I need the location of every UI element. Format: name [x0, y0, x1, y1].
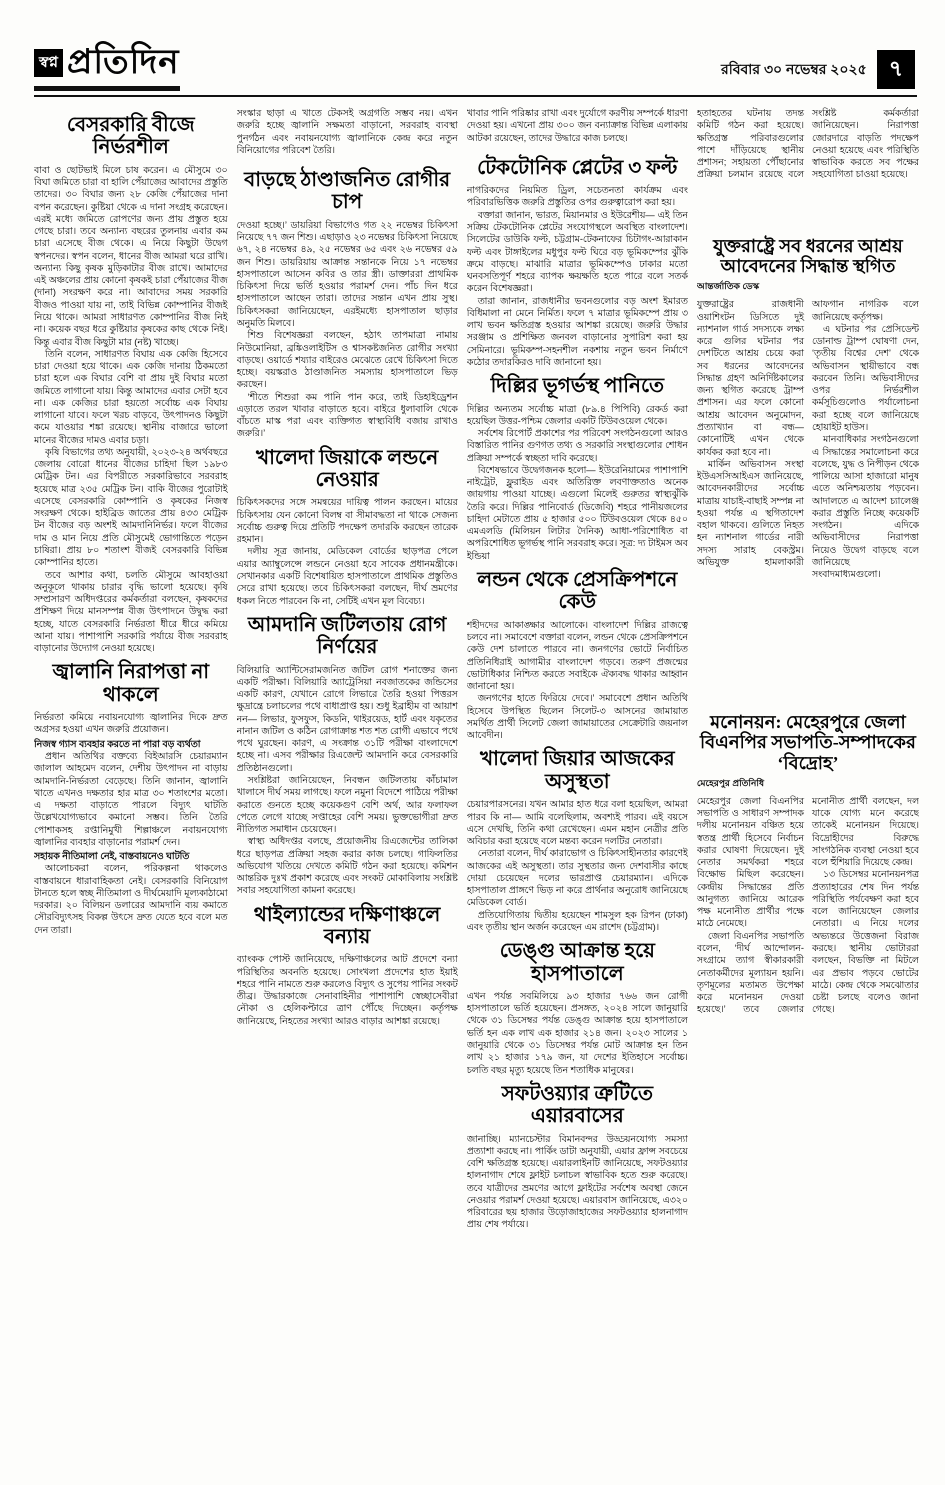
headline-thailand-flood: থাইল্যান্ডের দক্ষিণাঞ্চলে বন্যায়: [253, 903, 441, 949]
article-khaleda-london: [237, 440, 458, 607]
masthead-logo-box: স্বপ্ন: [34, 49, 63, 77]
paragraph: যুক্তরাষ্ট্রের রাজধানী ওয়াশিংটন ডিসিতে দুই ন্যাশনাল গার্ড সদস্যকে লক্ষ্য করে গুলির ঘটনার পর দেশটিতে আশ্রয় চেয়ে করা সব ধরনের আবেদনের সিদ্ধান্ত গ্রহণ অনির্দিষ্টকালের জন্য স্থগিত করেছে ট্রাম্প প্রশাসন। এর ফলে কোনো আশ্রয় আবেদন অনুমোদন, প্রত্যাখ্যান বা বন্ধ— কোনোটিই এখন থেকে কার্যকর করা হবে না।: [696, 299, 804, 457]
paragraph: দেওয়া হচ্ছে।’ ডায়রিয়া বিভাগেও গত ২২ নভেম্বর চিকিৎসা নিয়েছে ৭৭ জন শিশু। এছাড়াও ২৩ নভেম্বর চিকিৎসা নিয়েছে ৬৭, ২৪ নভেম্বর ৪৯, ২৫ নভেম্বর ৬৫ এবং ২৬ নভেম্বর ৫৯ জন শিশু। ডায়রিয়ায় আক্রান্ত সন্তানকে নিয়ে ১৭ নভেম্বর হাসপাতালে আসেন কবির ও তার স্ত্রী। ডাক্তাররা প্রাথমিক চিকিৎসা দিয়ে ভর্তি হওয়ার পরামর্শ দেন। পাঁচ দিন ধরে হাসপাতালে আছেন তারা। তাদের সন্তান এখন প্রায় সুস্থ। চিকিৎসকরা জানিয়েছেন, এরইমধ্যে হাসপাতাল ছাড়ার অনুমতি মিলবে।: [236, 219, 458, 328]
article-tectonic: [467, 150, 688, 368]
article-khaleda-illness: [467, 741, 688, 933]
paragraph: নাগরিকদের নিয়মিত ড্রিল, সচেতনতা কার্যক্রম এবং পরিবারভিত্তিক জরুরি প্রস্তুতির ওপর গুরুত্বারোপ করা হয়।: [466, 185, 688, 208]
headline-london-prescription: লন্ডন থেকে প্রেসক্রিপশনে কেউ: [477, 569, 678, 614]
article-delhi-water: [467, 368, 688, 562]
article-thailand-flood: [237, 897, 458, 1027]
paragraph: তিনি বলেন, সাধারণত বিঘায় এক কেজি হিসেবে চারা দেওয়া হয়ে থাকে। এক কেজি দানায় ঠিকমতো চারা হলে এক বিঘার বেশি বা প্রায় দুই বিঘার মতো জমিতে লাগানো যায়। কিন্তু আমাদের এবার সেটা হবে না। এক কেজির চারা হয়তো সর্বোচ্চ এক বিঘায় লাগানো যাবে। ফলে খরচ বাড়বে, উৎপাদনও কিছুটা কমে যাওয়ার শঙ্কা রয়েছে। স্থানীয় বাজারে ভালো মানের বীজের দামও এবার চড়া।: [34, 348, 228, 445]
headline-tectonic: টেকটোনিক প্লেটের ৩ ফল্ট: [477, 156, 678, 179]
headline-khaleda-london: খালেদা জিয়াকে লন্ডনে নেওয়ার: [255, 446, 439, 492]
paragraph: মেহেরপুর জেলা বিএনপির সভাপতি ও সাধারণ সম্পাদক দলীয় মনোনয়ন বঞ্চিত হয়ে স্বতন্ত্র প্রার্থী হিসেবে নির্বাচন করার ঘোষণা দিয়েছেন। দুই নেতার সমর্থকরা শহরে বিক্ষোভ মিছিল করেছেন। কেন্দ্রীয় সিদ্ধান্তের প্রতি আনুগত্য জানিয়ে আরেক পক্ষ মনোনীত প্রার্থীর পক্ষে মাঠে নেমেছে।: [696, 795, 804, 929]
paragraph: নেতারা বলেন, দীর্ঘ কারাভোগ ও চিকিৎসাহীনতার কারণেই আজকের এই অসুস্থতা। তার সুস্থতার জন্য দেশবাসীর কাছে দোয়া চেয়েছেন দলের ভারপ্রাপ্ত চেয়ারম্যান। এদিকে হাসপাতাল প্রাঙ্গণে ভিড় না করে প্রার্থনার অনুরোধ জানিয়েছে মেডিকেল বোর্ড।: [466, 848, 688, 908]
paragraph: তারা জানান, রাজধানীর ভবনগুলোর বড় অংশ ইমারত বিধিমালা না মেনে নির্মিত। ফলে ৭ মাত্রার ভূমিকম্পে প্রায় ৩ লাখ ভবন ক্ষতিগ্রস্ত হওয়ার আশঙ্কা রয়েছে। জরুরি উদ্ধার সরঞ্জাম ও প্রশিক্ষিত জনবল বাড়ানোর সুপারিশ করা হয় সেমিনারে। ভূমিকম্প-সহনশীল নকশায় নতুন ভবন নির্মাণে কঠোর তদারকিরও দাবি জানানো হয়।: [466, 295, 688, 367]
continuation-text: সংস্কার ছাড়া এ খাতে টেকসই অগ্রগতি সম্ভব নয়। এখন জরুরি হচ্ছে জ্বালানি সক্ষমতা বাড়ানো, সরবরাহ ব্যবস্থা পুনর্গঠন এবং নবায়নযোগ্য জ্বালানিকে কেন্দ্র করে নতুন বিনিয়োগের পরিবেশ তৈরি।: [236, 108, 458, 155]
continuation-text: খাবার পানি পরিষ্কার রাখা এবং দুর্যোগে করণীয় সম্পর্কে ধারণা দেওয়া হয়। এখনো প্রায় ৩০০ জন বন্যাক্রান্ত বিভিন্ন এলাকায় আটকা রয়েছেন, তাদের উদ্ধারে কাজ চলছে।: [466, 108, 688, 143]
page-header: [0, 0, 945, 91]
byline-meherpur-bnp: মেহেরপুর প্রতিনিধি: [696, 777, 764, 788]
paragraph: এখন পর্যন্ত সবমিলিয়ে ৯৩ হাজার ৭৬৬ জন রোগী হাসপাতালে ভর্তি হয়েছেন। প্রসঙ্গত, ২০২৪ সালে জানুয়ারি থেকে ৩১ ডিসেম্বর পর্যন্ত ডেঙ্গু আক্রান্ত হয়ে হাসপাতালে ভর্তি হন এক লাখ এক হাজার ২১৪ জন। ২০২৩ সালের ১ জানুয়ারি থেকে ৩১ ডিসেম্বর পর্যন্ত মোট আক্রান্ত হন তিন লাখ ২১ হাজার ১৭৯ জন, যা দেশের ইতিহাসে সর্বোচ্চ। চলতি বছর মৃত্যু হয়েছে তিন শতাধিক মানুষের।: [466, 990, 688, 1075]
columns: [0, 105, 945, 1475]
paragraph: মানবাধিকার সংগঠনগুলো এ সিদ্ধান্তের সমালোচনা করে বলেছে, যুদ্ধ ও নিপীড়ন থেকে পালিয়ে আসা হাজারো মানুষ এতে অনিশ্চয়তায় পড়বেন। আদালতে এ আদেশ চ্যালেঞ্জ করার প্রস্তুতি নিচ্ছে কয়েকটি সংগঠন। এদিকে অভিবাসীদের নিরাপত্তা নিয়েও উদ্বেগ বাড়ছে বলে জানিয়েছে সংবাদমাধ্যমগুলো।: [811, 434, 919, 580]
paragraph: ব্যাংকক পোস্ট জানিয়েছে, দক্ষিণাঞ্চলের আট প্রদেশে বন্যা পরিস্থিতির অবনতি হয়েছে। সোংখলা প্রদেশের হাত ইয়াই শহরে পানি নামতে শুরু করলেও বিদ্যুৎ ও সুপেয় পানির সংকট তীব্র। উদ্ধারকাজে সেনাবাহিনীর পাশাপাশি স্বেচ্ছাসেবীরা নৌকা ও হেলিকপ্টারে ত্রাণ পৌঁছে দিচ্ছেন। কর্তৃপক্ষ জানিয়েছে, নিহতের সংখ্যা আরও বাড়ার আশঙ্কা রয়েছে।: [236, 954, 458, 1026]
article-import-diagnosis: [237, 607, 458, 897]
page-number-badge: ৭: [877, 50, 915, 89]
paragraph: দিল্লির অন্যতম সর্বোচ্চ মাত্রা (৮৯.৪ পিপিবি) রেকর্ড করা হয়েছিল উত্তর-পশ্চিম জেলার একটি টিউবওয়েল থেকে।: [466, 403, 688, 426]
paragraph: শিশু বিশেষজ্ঞরা বলছেন, হঠাৎ তাপমাত্রা নামায় নিউমোনিয়া, ব্রঙ্কিওলাইটিস ও শ্বাসকষ্টজনিত রোগীর সংখ্যা বাড়ছে। ওয়ার্ডে শয্যার বাইরেও মেঝেতে রেখে চিকিৎসা দিতে হচ্ছে। বয়স্করাও ঠাণ্ডাজনিত সমস্যায় হাসপাতালে ভিড় করছেন।: [236, 330, 458, 390]
headline-cold: বাড়ছে ঠাণ্ডাজনিত রোগীর চাপ: [244, 169, 451, 214]
article-airbus: [467, 1076, 688, 1231]
article-meherpur-bnp: [697, 703, 919, 1439]
paragraph: স্বাস্থ্য অধিদপ্তর বলছে, প্রয়োজনীয় রিএজেন্টের তালিকা ধরে ছাড়পত্র প্রক্রিয়া সহজ করার কাজ চলছে। গাফিলতির অভিযোগ খতিয়ে দেখতে কমিটি গঠন করা হয়েছে। কমিশন আন্তরিক দুঃখ প্রকাশ করেছে এবং সংকট মোকাবিলায় সংশ্লিষ্ট সবার সহযোগিতা কামনা করেছে।: [236, 836, 458, 896]
headline-airbus: সফটওয়্যার ত্রুটিতে এয়ারবাসের: [501, 1082, 653, 1128]
headline-delhi-water: দিল্লির ভূগর্ভস্থ পানিতে: [490, 375, 664, 398]
paragraph: বক্তারা জানান, ভারত, মিয়ানমার ও ইউরেশীয়— এই তিন সক্রিয় টেকটোনিক প্লেটের সংযোগস্থলে অবস্থিত বাংলাদেশ। সিলেটের ডাউকি ফল্ট, চট্টগ্রাম-টেকনাফের চিটাগং-আরাকান ফল্ট এবং টাঙ্গাইলের মধুপুর ফল্ট ঘিরে বড় ভূমিকম্পের ঝুঁকি ক্রমে বাড়ছে। মাঝারি মাত্রার ভূমিকম্পেও ঢাকার মতো ঘনবসতিপূর্ণ শহরে ব্যাপক ক্ষয়ক্ষতি হতে পারে বলে সতর্ক করেন বিশেষজ্ঞরা।: [466, 209, 688, 294]
paragraph: চেয়ারপারসনের। যখন আমার হাত ধরে বলা হয়েছিল, আমরা পারব কি না— আমি বলেছিলাম, অবশ্যই পারব। এই বয়সে এসে দেখছি, তিনি কথা রেখেছেন। এমন মহান নেত্রীর প্রতি অবিচার করা হয়েছে বলে মন্তব্য করেন দলটির নেতারা।: [466, 799, 688, 847]
headline-seed: বেসরকারি বীজে নির্ভরশীল: [66, 114, 195, 159]
masthead-rule: [34, 86, 180, 91]
header-rule: [34, 95, 917, 97]
article-energy: [34, 654, 228, 936]
paragraph: আলোচকরা বলেন, পরিকল্পনা থাকলেও বাস্তবায়নে ধারাবাহিকতা নেই। বেসরকারি বিনিয়োগ টানতে হলে স্বচ্ছ নীতিমালা ও দীর্ঘমেয়াদি মূল্যকাঠামো দরকার। ২০ বিলিয়ন ডলারের আমদানি ব্যয় কমাতে সৌরবিদ্যুৎসহ বিকল্প উৎসে দ্রুত যেতে হবে বলে মত দেন তারা।: [34, 863, 228, 935]
paragraph: ১৩ ডিসেম্বর মনোনয়নপত্র প্রত্যাহারের শেষ দিন পর্যন্ত পরিস্থিতি পর্যবেক্ষণ করা হবে বলে জানিয়েছেন জেলার নেতারা। এ নিয়ে দলের অভ্যন্তরে উত্তেজনা বিরাজ করছে। স্থানীয় ভোটাররা বলছেন, বিভক্তি না মিটলে এর প্রভাব পড়বে ভোটের মাঠে। কেন্দ্র থেকে সমঝোতার চেষ্টা চলছে বলেও জানা গেছে।: [811, 869, 919, 1015]
byline-usa-asylum: আন্তর্জাতিক ডেস্ক: [696, 281, 760, 292]
paragraph: জেলা বিএনপির সভাপতি বলেন, ‘দীর্ঘ আন্দোলন-সংগ্রামে ত্যাগ স্বীকারকারী নেতাকর্মীদের মূল্যায়ন হয়নি। তৃণমূলের মতামত উপেক্ষা করে মনোনয়ন দেওয়া হয়েছে।’ তবে জেলার মনোনীত প্রার্থী বলছেন, দল যাকে যোগ্য মনে করেছে তাকেই মনোনয়ন দিয়েছে। বিদ্রোহীদের বিরুদ্ধে সাংগঠনিক ব্যবস্থা নেওয়া হবে বলে হুঁশিয়ারি দিয়েছে কেন্দ্র।: [696, 795, 919, 1015]
article-dengue: [467, 933, 688, 1076]
column-right-region: [697, 107, 919, 1475]
dateline-wrap: [721, 50, 915, 91]
headline-dengue: ডেঙ্গু আক্রান্ত হয়ে হাসপাতালে: [499, 940, 655, 985]
paragraph: জানাচ্ছি। ম্যানচেস্টার বিমানবন্দর উড্ডয়নযোগ্য সমস্যা প্রত্যাশা করছে না। পার্কিং ডাটা অনুযায়ী, এয়ার ফ্রান্স সবচেয়ে বেশি ক্ষতিগ্রস্ত হয়েছে। এয়ারলাইনটি জানিয়েছে, সফটওয়্যার হালনাগাদ শেষে ফ্লাইট চলাচল স্বাভাবিক হতে শুরু করেছে। তবে যাত্রীদের ভ্রমণের আগে ফ্লাইটের সর্বশেষ অবস্থা জেনে নেওয়ার পরামর্শ দেওয়া হয়েছে। এয়ারবাস জানিয়েছে, এ৩২০ পরিবারের ছয় হাজার উড়োজাহাজের সফটওয়্যার হালনাগাদ প্রায় শেষ পর্যায়ে।: [466, 1133, 688, 1230]
paragraph: বিলিয়ারি অ্যান্টিসেরামজনিত জটিল রোগ শনাক্তের জন্য একটি পরীক্ষা। বিলিয়ারি অ্যাট্রেসিয়া নবজাতকের জন্ডিসের একটি কারণ, যেখানে রোগে লিভারে তৈরি হওয়া পিত্তরস ক্ষুদ্রান্ত্রে চলাচলের পথে বাধাপ্রাপ্ত হয়। শুধু ইব্রাহীম বা আয়াশ নন— লিভার, ফুসফুস, কিডনি, থাইরয়েড, হার্ট এবং যকৃতের নানান জটিল ও কঠিন রোগাক্রান্ত শত শত রোগী এভাবে পথে পথে ঘুরছেন। কারণ, এ সংক্রান্ত ৩১টি পরীক্ষা বাংলাদেশে হচ্ছে না। এসব পরীক্ষার রিএজেন্ট আমদানি করে বেসরকারি প্রতিষ্ঠানগুলো।: [236, 664, 458, 773]
headline-energy: জ্বালানি নিরাপত্তা না থাকলে: [52, 661, 210, 706]
paragraph: জনগণের হাতে ফিরিয়ে দেবে।’ সমাবেশে প্রধান অতিথি হিসেবে উপস্থিত ছিলেন সিলেট-৩ আসনের জামায়াত সমর্থিত প্রার্থী সিলেট জেলা জামায়াতের সেক্রেটারি জয়নাল আবেদীন।: [466, 693, 688, 741]
paragraph: এ ঘটনার পর প্রেসিডেন্ট ডোনাল্ড ট্রাম্প ঘোষণা দেন, ‘তৃতীয় বিশ্বের দেশ’ থেকে অভিবাসন স্থায়ীভাবে বন্ধ করবেন তিনি। অভিবাসীদের ওপর নির্ভরশীল কর্মসূচিগুলোও পর্যালোচনা করা হচ্ছে বলে জানিয়েছে হোয়াইট হাউস।: [811, 323, 919, 432]
paragraph: মার্কিন অভিবাসন সংস্থা ইউএসসিআইএস জানিয়েছে, আবেদনকারীদের সর্বোচ্চ মাত্রায় যাচাই-বাছাই সম্পন্ন না হওয়া পর্যন্ত এ স্থগিতাদেশ বহাল থাকবে। গুলিতে নিহত হন ন্যাশনাল গার্ডের নারী সদস্য সারাহ বেকস্ট্রম। অভিযুক্ত হামলাকারী আফগান নাগরিক বলে জানিয়েছে কর্তৃপক্ষ।: [696, 299, 919, 567]
paragraph: তবে আশার কথা, চলতি মৌসুমে আবহাওয়া অনুকূলে থাকায় চারার বৃদ্ধি ভালো হয়েছে। কৃষি সম্প্রসারণ অধিদপ্তরের কর্মকর্তারা বলছেন, কৃষকদের প্রশিক্ষণ দিয়ে মানসম্পন্ন বীজ উৎপাদনে উদ্বুদ্ধ করা হচ্ছে, যাতে বেসরকারি নির্ভরতা ধীরে ধীরে কমিয়ে আনা যায়। পাশাপাশি সরকারি পর্যায়ে বীজ সরবরাহ বাড়ানোর উদ্যোগ নেওয়া হয়েছে।: [34, 569, 228, 654]
paragraph: নির্ভরতা কমিয়ে নবায়নযোগ্য জ্বালানির দিকে দ্রুত অগ্রসর হওয়া এখন জরুরি প্রয়োজন।: [34, 712, 228, 735]
article-cold: [237, 162, 458, 440]
masthead-title: প্রতিদিন: [67, 44, 180, 81]
subhead: সহায়ক নীতিমালা নেই, বাস্তবায়নেও ঘাটতি: [34, 851, 190, 862]
column-2: [237, 107, 458, 1475]
subhead: নিজস্ব গ্যাস ব্যবহার করতে না পারা বড় ব্যর্থতা: [34, 738, 201, 749]
paragraph: বিশেষভাবে উদ্বেগজনক হলো— ইউরেনিয়ামের পাশাপাশি নাইট্রেট, ফ্লুরাইড এবং অতিরিক্ত লবণাক্ততাও অনেক জায়গায় পাওয়া যাচ্ছে। এগুলো মিলেই গুরুতর স্বাস্থ্যঝুঁকি তৈরি করে। দিল্লির পানিবোর্ড (ডিজেবি) শহরে পানীয়জলের চাহিদা মেটাতে প্রায় ৫ হাজার ৫০০ টিউবওয়েল থেকে ৪৫০ এমএলডি (মিলিয়ন লিটার দৈনিক) আধা-পরিশোধিত বা অপরিশোধিত ভূগর্ভস্থ পানি সরবরাহ করে। সূত্র: দ্য টাইমস অব ইন্ডিয়া: [466, 464, 688, 561]
masthead: [34, 46, 180, 91]
paragraph: দলীয় সূত্র জানায়, মেডিকেল বোর্ডের ছাড়পত্র পেলে এয়ার অ্যাম্বুলেন্সে লন্ডনে নেওয়া হবে সাবেক প্রধানমন্ত্রীকে। সেখানকার একটি বিশেষায়িত হাসপাতালে প্রাথমিক প্রস্তুতিও সেরে রাখা হয়েছে। তবে চিকিৎসকরা বলছেন, দীর্ঘ ভ্রমণের ধকল নিতে পারবেন কি না, সেটিই এখন মূল বিবেচ্য।: [236, 546, 458, 606]
paragraph: শহীদদের আকাঙ্ক্ষার আলোকে। বাংলাদেশ দিল্লির রাজত্বে চলবে না। সমাবেশে বক্তারা বলেন, লন্ডন থেকে প্রেসক্রিপশনে কেউ দেশ চালাতে পারবে না। জনগণের ভোটে নির্বাচিত প্রতিনিধিরাই আগামীর বাংলাদেশ গড়বে। তরুণ প্রজন্মের ভোটাধিকার নিশ্চিত করতে সবাইকে ঐক্যবদ্ধ থাকার আহ্বান জানানো হয়।: [466, 619, 688, 692]
continuation-text: প্রতিযোগিতায় দ্বিতীয় হয়েছেন শামসুল হক রিপন (ঢাকা) এবং তৃতীয় স্থান অর্জন করেছেন এম রাশেদ (চট্টগ্রাম)।: [466, 909, 688, 932]
column-1: [34, 107, 228, 1475]
article-body: [697, 298, 919, 703]
column-3: [467, 107, 688, 1475]
headline-import-diagnosis: আমদানি জটিলতায় রোগ নির্ণয়ের: [247, 613, 447, 659]
paragraph: বাবা ও ছোটভাই মিলে চাষ করেন। এ মৌসুমে ৩০ বিঘা জমিতে চারা বা হালি পেঁয়াজের আবাদের প্রস্তুতি তাদের। ৩০ বিঘার জন্য ২৮ কেজি পেঁয়াজের দানা বপন করেছেন। কুষ্টিয়া থেকে এ দানা সংগ্রহ করেছেন। এরই মধ্যে জমিতে রোপণের জন্য প্রায় প্রস্তুত হয়ে গেছে চারা। তবে অন্যান্য বছরের তুলনায় এবার কম চারা এসেছে বীজ থেকে। এ নিয়ে কিছুটা উদ্বেগ স্বপনদের। স্বপন বলেন, ধানের বীজ আমরা ঘরে রাখি। অন্যান্য কিছু কৃষক মুড়িকাটার বীজ রাখে। আমাদের এই অঞ্চলের প্রায় কোনো কৃষকই চারা পেঁয়াজের বীজ (দানা) সংরক্ষণ করে না। আবাদের সময় সরকারি বীজও পাওয়া যায় না, তাই বিভিন্ন কোম্পানির বীজই নিয়ে থাকে। আমরা সাধারণত কোম্পানির বীজ নিই না। কয়েক বছর ধরে কুষ্টিয়ার কৃষকের কাছ থেকে নিই। কিন্তু এবার বীজ কিছুটা মার (নষ্ট) খাচ্ছে।: [34, 164, 228, 347]
paragraph: চিকিৎসকদের সঙ্গে সমন্বয়ের দায়িত্ব পালন করছেন। মায়ের চিকিৎসায় যেন কোনো বিলম্ব বা সীমাবদ্ধতা না থাকে সেজন্য সর্বোচ্চ গুরুত্ব দিয়ে প্রতিটি পদক্ষেপ তদারকি করছেন তারেক রহমান।: [236, 497, 458, 545]
paragraph: কৃষি বিভাগের তথ্য অনুযায়ী, ২০২৩-২৪ অর্থবছরে জেলায় বোরো ধানের বীজের চাহিদা ছিল ১৯৮৩ মেট্রিক টন। এর বিপরীতে সরকারিভাবে সরবরাহ হয়েছে মাত্র ২৩৫ মেট্রিক টন। বাকি বীজের পুরোটাই এসেছে বেসরকারি কোম্পানি ও কৃষকের নিজস্ব সংরক্ষণ থেকে। হাইব্রিড জাতের প্রায় ৪৩৩ মেট্রিক টন বীজের বড় অংশই আমদানিনির্ভর। ফলে বীজের দাম ও মান নিয়ে প্রতি মৌসুমেই ভোগান্তিতে পড়েন চাষিরা। প্রায় ৮০ শতাংশ বীজই বেসরকারি বিভিন্ন কোম্পানির হাতে।: [34, 446, 228, 568]
article-seed: [34, 107, 228, 654]
headline-khaleda-illness: খালেদা জিয়ার আজকের অসুস্থতা: [479, 748, 675, 793]
paragraph: সর্বশেষ রিপোর্ট প্রকাশের পর পরিবেশ সংগঠনগুলো আরও বিস্তারিত পানির গুণগত তথ্য ও সরকারি সংস্থাগুলোর শোধন প্রক্রিয়া সম্পর্কে স্বচ্ছতা দাবি করেছে।: [466, 428, 688, 463]
dateline: রবিবার ৩০ নভেম্বর ২০২৫: [721, 60, 867, 77]
paragraph: সংশ্লিষ্টরা জানিয়েছেন, নিবন্ধন জটিলতায় কাঁচামাল খালাসে দীর্ঘ সময় লাগছে। ফলে নমুনা বিদেশে পাঠিয়ে পরীক্ষা করাতে গুনতে হচ্ছে কয়েকগুণ বেশি অর্থ, আর ফলাফল পেতে লেগে যাচ্ছে সপ্তাহের বেশি সময়। ভুক্তভোগীরা দ্রুত নীতিগত সমাধান চেয়েছেন।: [236, 774, 458, 835]
article-body: [697, 795, 919, 1440]
article-usa-asylum: [697, 227, 919, 703]
headline-meherpur-bnp: মনোনয়ন: মেহেরপুরে জেলা বিএনপির সভাপতি-সম্পাদকের ‘বিদ্রোহ’: [699, 712, 916, 773]
paragraph: ‘শীতে শিশুরা কম পানি পান করে, তাই ডিহাইড্রেশন এড়াতে তরল খাবার বাড়াতে হবে। বাইরে ধুলাবালি থেকে বাঁচতে মাস্ক পরা এবং ব্যক্তিগত স্বাস্থ্যবিধি বজায় রাখাও জরুরি।’: [236, 391, 458, 439]
continuation-text: হতাহতের ঘটনায় তদন্ত কমিটি গঠন করা হয়েছে। ক্ষতিগ্রস্ত পরিবারগুলোর পাশে দাঁড়িয়েছে স্থানীয় প্রশাসন; সহায়তা পৌঁছানোর প্রক্রিয়া চলমান রয়েছে বলে সংশ্লিষ্ট কর্মকর্তারা জানিয়েছেন। নিরাপত্তা জোরদারে বাড়তি পদক্ষেপ নেওয়া হয়েছে এবং পরিস্থিতি স্বাভাবিক করতে সব পক্ষের সহযোগিতা চাওয়া হয়েছে।: [696, 108, 919, 180]
headline-usa-asylum: যুক্তরাষ্ট্রে সব ধরনের আশ্রয় আবেদনের সিদ্ধান্ত স্থগিত: [713, 236, 903, 277]
paragraph: প্রধান অতিথির বক্তব্যে বিইআরসি চেয়ারম্যান জালাল আহমেদ বলেন, দেশীয় উৎপাদন না বাড়ায় আমদানি-নির্ভরতা বেড়েছে। তিনি জানান, জ্বালানি খাতে এখনও দক্ষতার হার মাত্র ৩০ শতাংশের মতো। এ দক্ষতা বাড়াতে পারলে বিদ্যুৎ ঘাটতি উল্লেখযোগ্যভাবে কমানো সম্ভব। তিনি তৈরি পোশাকসহ রপ্তানিমুখী শিল্পাঞ্চলে নবায়নযোগ্য জ্বালানির ব্যবহার বাড়ানোর পরামর্শ দেন।: [34, 750, 228, 847]
continuation-block: [697, 107, 919, 225]
article-london-prescription: [467, 562, 688, 741]
